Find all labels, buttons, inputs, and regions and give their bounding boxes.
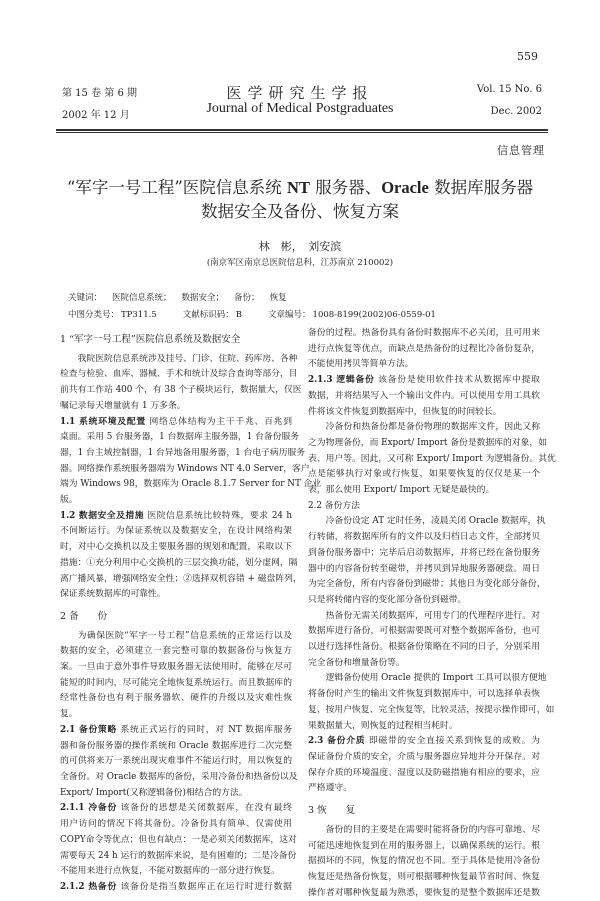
journal-title-cn: 医学研究生学报	[226, 84, 374, 102]
text-line	[60, 880, 292, 896]
article-label: 文章编号：	[268, 310, 311, 320]
paragraph	[60, 723, 298, 802]
paragraph	[308, 823, 540, 901]
paragraph	[308, 326, 540, 373]
line-text: 医院信息系统比较特殊，要求 24 h	[144, 510, 292, 521]
text-line	[60, 801, 292, 817]
article-value: 1008-8199(2002)06-0559-01	[312, 310, 436, 320]
line-text: 即磁带的安全直接关系到恢复的成败。为	[365, 736, 540, 747]
paragraph	[60, 509, 302, 603]
title-text: 数据库服务器	[428, 178, 534, 197]
text-line: 表，那么使用 Export/ Import 无疑是最快的。	[308, 485, 495, 496]
subsection-heading: 2.2 备份方法	[308, 500, 360, 511]
paragraph	[60, 801, 297, 880]
text-line: 进行点恢复等优点，而缺点是热备份的过程比冷备份复杂，	[308, 343, 540, 354]
text-line: 保证备份介质的安全，介质与服务器应异地并分开保存。对	[308, 751, 540, 762]
paragraph	[308, 609, 540, 672]
section-label: 信息管理	[497, 144, 545, 157]
paragraph	[60, 880, 292, 896]
text-line: 数据的安全，必须建立一套完整可靠的数据备份与恢复方	[60, 646, 292, 657]
text-line: 保证系统数据库的可靠性。	[60, 589, 166, 600]
text-line: 用户访问的情况下将其备份。冷备份具有简单、仅需使用	[60, 819, 292, 830]
text-line: 到备份服务器中；完毕后启动数据库，并将已经在备份服务	[308, 547, 540, 558]
text-line: 器和备份服务器的操作系统和 Oracle 数据库进行二次完整	[60, 740, 292, 751]
class-value: TP311.5	[121, 310, 157, 320]
text-line: 数据库进行备份，可根据需要既可对整个数据库备份，也可	[308, 626, 540, 637]
line-text: 该备份是使用软件技术从数据库中提取	[374, 375, 540, 386]
text-line: 全备份。对 Oracle 数据库的备份，采用冷备份和热备份以及	[60, 771, 298, 782]
text-line: 逻辑备份使用 Oracle 提供的 Import 工具可以很方便地	[325, 673, 547, 684]
text-line: 不间断运行。为保证系统以及数据安全，在设计网络构架	[60, 526, 292, 537]
authors: 林 彬， 刘安滨	[258, 240, 342, 253]
right-column	[308, 326, 556, 901]
paragraph-lead: 2.1.2 热备份	[60, 881, 118, 892]
text-line: 数据，并将结果写入一个输出文件内。可以使用专用工具软	[308, 390, 540, 401]
line-text: 系统正式运行的同时，对 NT 数据库服务	[116, 724, 292, 735]
date-en: Dec. 2002	[490, 106, 542, 117]
page-number: 559	[517, 50, 538, 63]
text-line: 备份的过程。热备份具有备份时数据库不必关闭，且可用来	[308, 328, 540, 338]
line-text: 网络总体结构为主干千兆、百兆到	[145, 416, 292, 427]
text-line: 桌面。采用 5 台服务器，1 台数据库主服务器，1 台备份服务	[60, 432, 300, 443]
text-line	[308, 373, 540, 389]
text-line: 热备份无需关闭数据库，可用专门的代理程序进行。对	[325, 610, 540, 621]
paragraph-lead: 2.1.1 冷备份	[60, 803, 118, 814]
paragraph	[308, 373, 540, 420]
keyword: 恢复	[269, 293, 287, 303]
text-line: 能短的时间内，尽可能完全地恢复系统运行。而且数据库的	[60, 677, 292, 688]
text-line: 冷备份设定 AT 定时任务，凌晨关闭 Oracle 数据库，执	[325, 516, 546, 527]
volume-issue-cn: 第 15 卷 第 6 期	[62, 88, 137, 99]
text-line: 严格遵守。	[308, 783, 352, 794]
title-line-2: 数据安全及备份、恢复方案	[201, 202, 399, 221]
text-line: 检查与检验、血库、器械、手术和统计及综合查询等部分，目	[60, 369, 298, 380]
paragraph	[308, 420, 556, 499]
section-heading: 1 “军字一号工程”医院信息系统及数据安全	[60, 334, 241, 345]
text-line	[308, 734, 540, 750]
paragraph	[308, 671, 555, 734]
classification	[68, 308, 446, 320]
doc-label: 文献标识码：	[182, 310, 234, 320]
line-text: 该备份是指当数据库正在运行时进行数据	[117, 881, 292, 892]
title-text: “军字一号工程”医院信息系统	[66, 178, 288, 197]
title-line-1	[0, 176, 600, 200]
keyword: 医院信息系统；	[112, 293, 172, 303]
journal-title-en: Journal of Medical Postgraduates	[206, 101, 394, 116]
text-line: 器中的内容备份转至磁带，并拷贝到异地服务器硬盘。周日	[308, 563, 540, 574]
left-column	[60, 326, 322, 896]
text-line: 的可供将来万一系统出现灾难事件不能运行时，用以恢复的	[60, 756, 292, 767]
title-text: 服务器、	[309, 178, 382, 197]
text-line: 只是将转储内容的变化部分备份到磁带。	[308, 594, 467, 605]
doc-value: B	[235, 310, 243, 320]
text-line: 保存介质的环境温度、湿度以及防磁措施有相应的要求，应	[308, 767, 540, 778]
text-line: 需要每天 24 h 运行的数据库来说，是有困难的；二是冷备份	[60, 850, 297, 861]
text-line: 之为物理备份，而 Export/ Import 备份是数据库的对象，如	[308, 437, 548, 448]
text-line	[60, 509, 292, 525]
date-cn: 2002 年 12 月	[62, 110, 130, 121]
paragraph-lead: 2.1.3 逻辑备份	[308, 375, 375, 386]
header-rule	[56, 129, 548, 133]
text-line: 为确保医院“军字一号工程”信息系统的正常运行以及	[77, 630, 292, 641]
paragraph-lead: 2.1 备份策略	[60, 724, 117, 735]
text-line: 完全备份和增量备份等。	[308, 657, 405, 668]
keyword: 备份；	[234, 293, 260, 303]
paragraph	[308, 734, 540, 797]
keywords	[68, 291, 297, 303]
text-line: 时，对中心交换机以及主要服务器的规划和配置，采取以下	[60, 542, 292, 553]
paragraph	[308, 514, 546, 608]
text-line	[60, 723, 292, 739]
volume-issue-en: Vol. 15 No. 6	[476, 84, 542, 95]
paragraph-lead: 1.2 数据安全及措施	[60, 510, 145, 521]
text-line: Export/ Import(又称逻辑备份)相结合的方法。	[60, 787, 248, 798]
text-line: 点是能够执行对象或行恢复，如果要恢复的仅仅是某一个	[308, 469, 540, 480]
text-line: 案。一旦由于意外事件导致服务器无法使用时，能够在尽可	[60, 662, 292, 673]
paragraph	[60, 415, 322, 509]
text-line: 将备份时产生的输出文件恢复到数据库中，可以选择单表恢	[308, 689, 540, 700]
text-line: 措施：①充分利用中心交换机的三层交换功能，划分虚网，隔	[60, 557, 298, 568]
text-line: 恢复还是热备份恢复，则可根据哪种恢复最节省时间、恢复	[308, 871, 540, 882]
article-title	[0, 176, 600, 224]
text-line: 冷备份和热备份都是备份物理的数据库文件，因此又称	[325, 422, 540, 433]
title-text: NT	[287, 178, 310, 197]
text-line: 我院医院信息系统涉及挂号、门诊、住院、药库房、各种	[77, 353, 298, 364]
paragraph-lead: 1.1 系统环境及配置	[60, 416, 146, 427]
text-line: 不能用来进行点恢复，不能对数据库的一部分进行恢复。	[60, 866, 280, 877]
text-line: 据损坏的不同，恢复的情况也不同。至于具体是使用冷备份	[308, 856, 540, 867]
affiliation: (南京军区南京总医院信息科，江苏南京 210002)	[206, 258, 394, 268]
keyword: 数据安全；	[181, 293, 225, 303]
text-line: 版。	[60, 495, 78, 506]
text-line: 行转储，将数据库所有的文件以及归档日志文件，全部拷贝	[308, 532, 540, 543]
text-line: 为完全备份，所有内容备份到磁带；其他日为变化部分备份，	[308, 579, 546, 590]
text-line: 经常性备份也有利于服务器软、硬件的升级以及灾难性恢	[60, 693, 292, 704]
title-text: Oracle	[381, 178, 429, 197]
class-label: 中图分类号：	[68, 310, 120, 320]
text-line: 前共有工作站 400 个，有 38 个子模块运行，数据量大，仅医	[60, 385, 302, 396]
paragraph	[60, 629, 292, 723]
text-line: 嘱记录每天增量就有 1 万多条。	[60, 400, 186, 411]
text-line	[60, 415, 292, 431]
text-line: 以进行选择性备份。根据备份策略在不同的日子，分别采用	[308, 642, 540, 653]
paragraph-lead: 2.3 备份介质	[308, 736, 366, 747]
text-line: 器，1 台主域控制器，1 台异地备用服务器，1 台电子病历服务	[60, 447, 306, 458]
text-line: 不能使用拷贝等简单方法。	[308, 359, 414, 370]
text-line: 备份的目的主要是在需要时能将备份的内容可靠地、尽	[325, 824, 540, 835]
section-heading: 3 恢 复	[308, 805, 356, 817]
text-line: 离广播风暴，增强网络安全性；②选择双机容错 + 磁盘阵列，	[60, 573, 302, 584]
text-line: 果数据量大，则恢复的过程相当耗时。	[308, 720, 458, 731]
text-line: 复、按用户恢复、完全恢复等，比较灵活，按提示操作即可，如	[308, 704, 555, 715]
text-line: 操作者对哪种恢复最为熟悉，要恢复的是整个数据库还是数	[308, 887, 540, 898]
text-line: 件将该文件恢复到数据库中，但恢复的时间较长。	[308, 406, 502, 417]
text-line: 复。	[60, 709, 78, 720]
line-text: 该备份的思想是关闭数据库，在没有最终	[117, 803, 292, 814]
paragraph	[60, 352, 302, 415]
text-line: COPY命令等优点；但也有缺点：一是必须关闭数据库，这对	[60, 834, 297, 845]
section-heading: 2 备 份	[60, 610, 108, 622]
text-line: 表、用户等。因此，又可称 Export/ Import 为逻辑备份。其优	[308, 453, 556, 464]
text-line: 端为 Windows 98，数据库为 Oracle 8.1.7 Server for NT 企业	[60, 479, 322, 490]
text-line: 器。网络操作系统服务器端为 Windows NT 4.0 Server，客户	[60, 463, 310, 474]
text-line: 可能迅速地恢复到在用的服务器上，以确保系统的运行。根	[308, 840, 540, 851]
keywords-label: 关键词：	[68, 293, 103, 303]
